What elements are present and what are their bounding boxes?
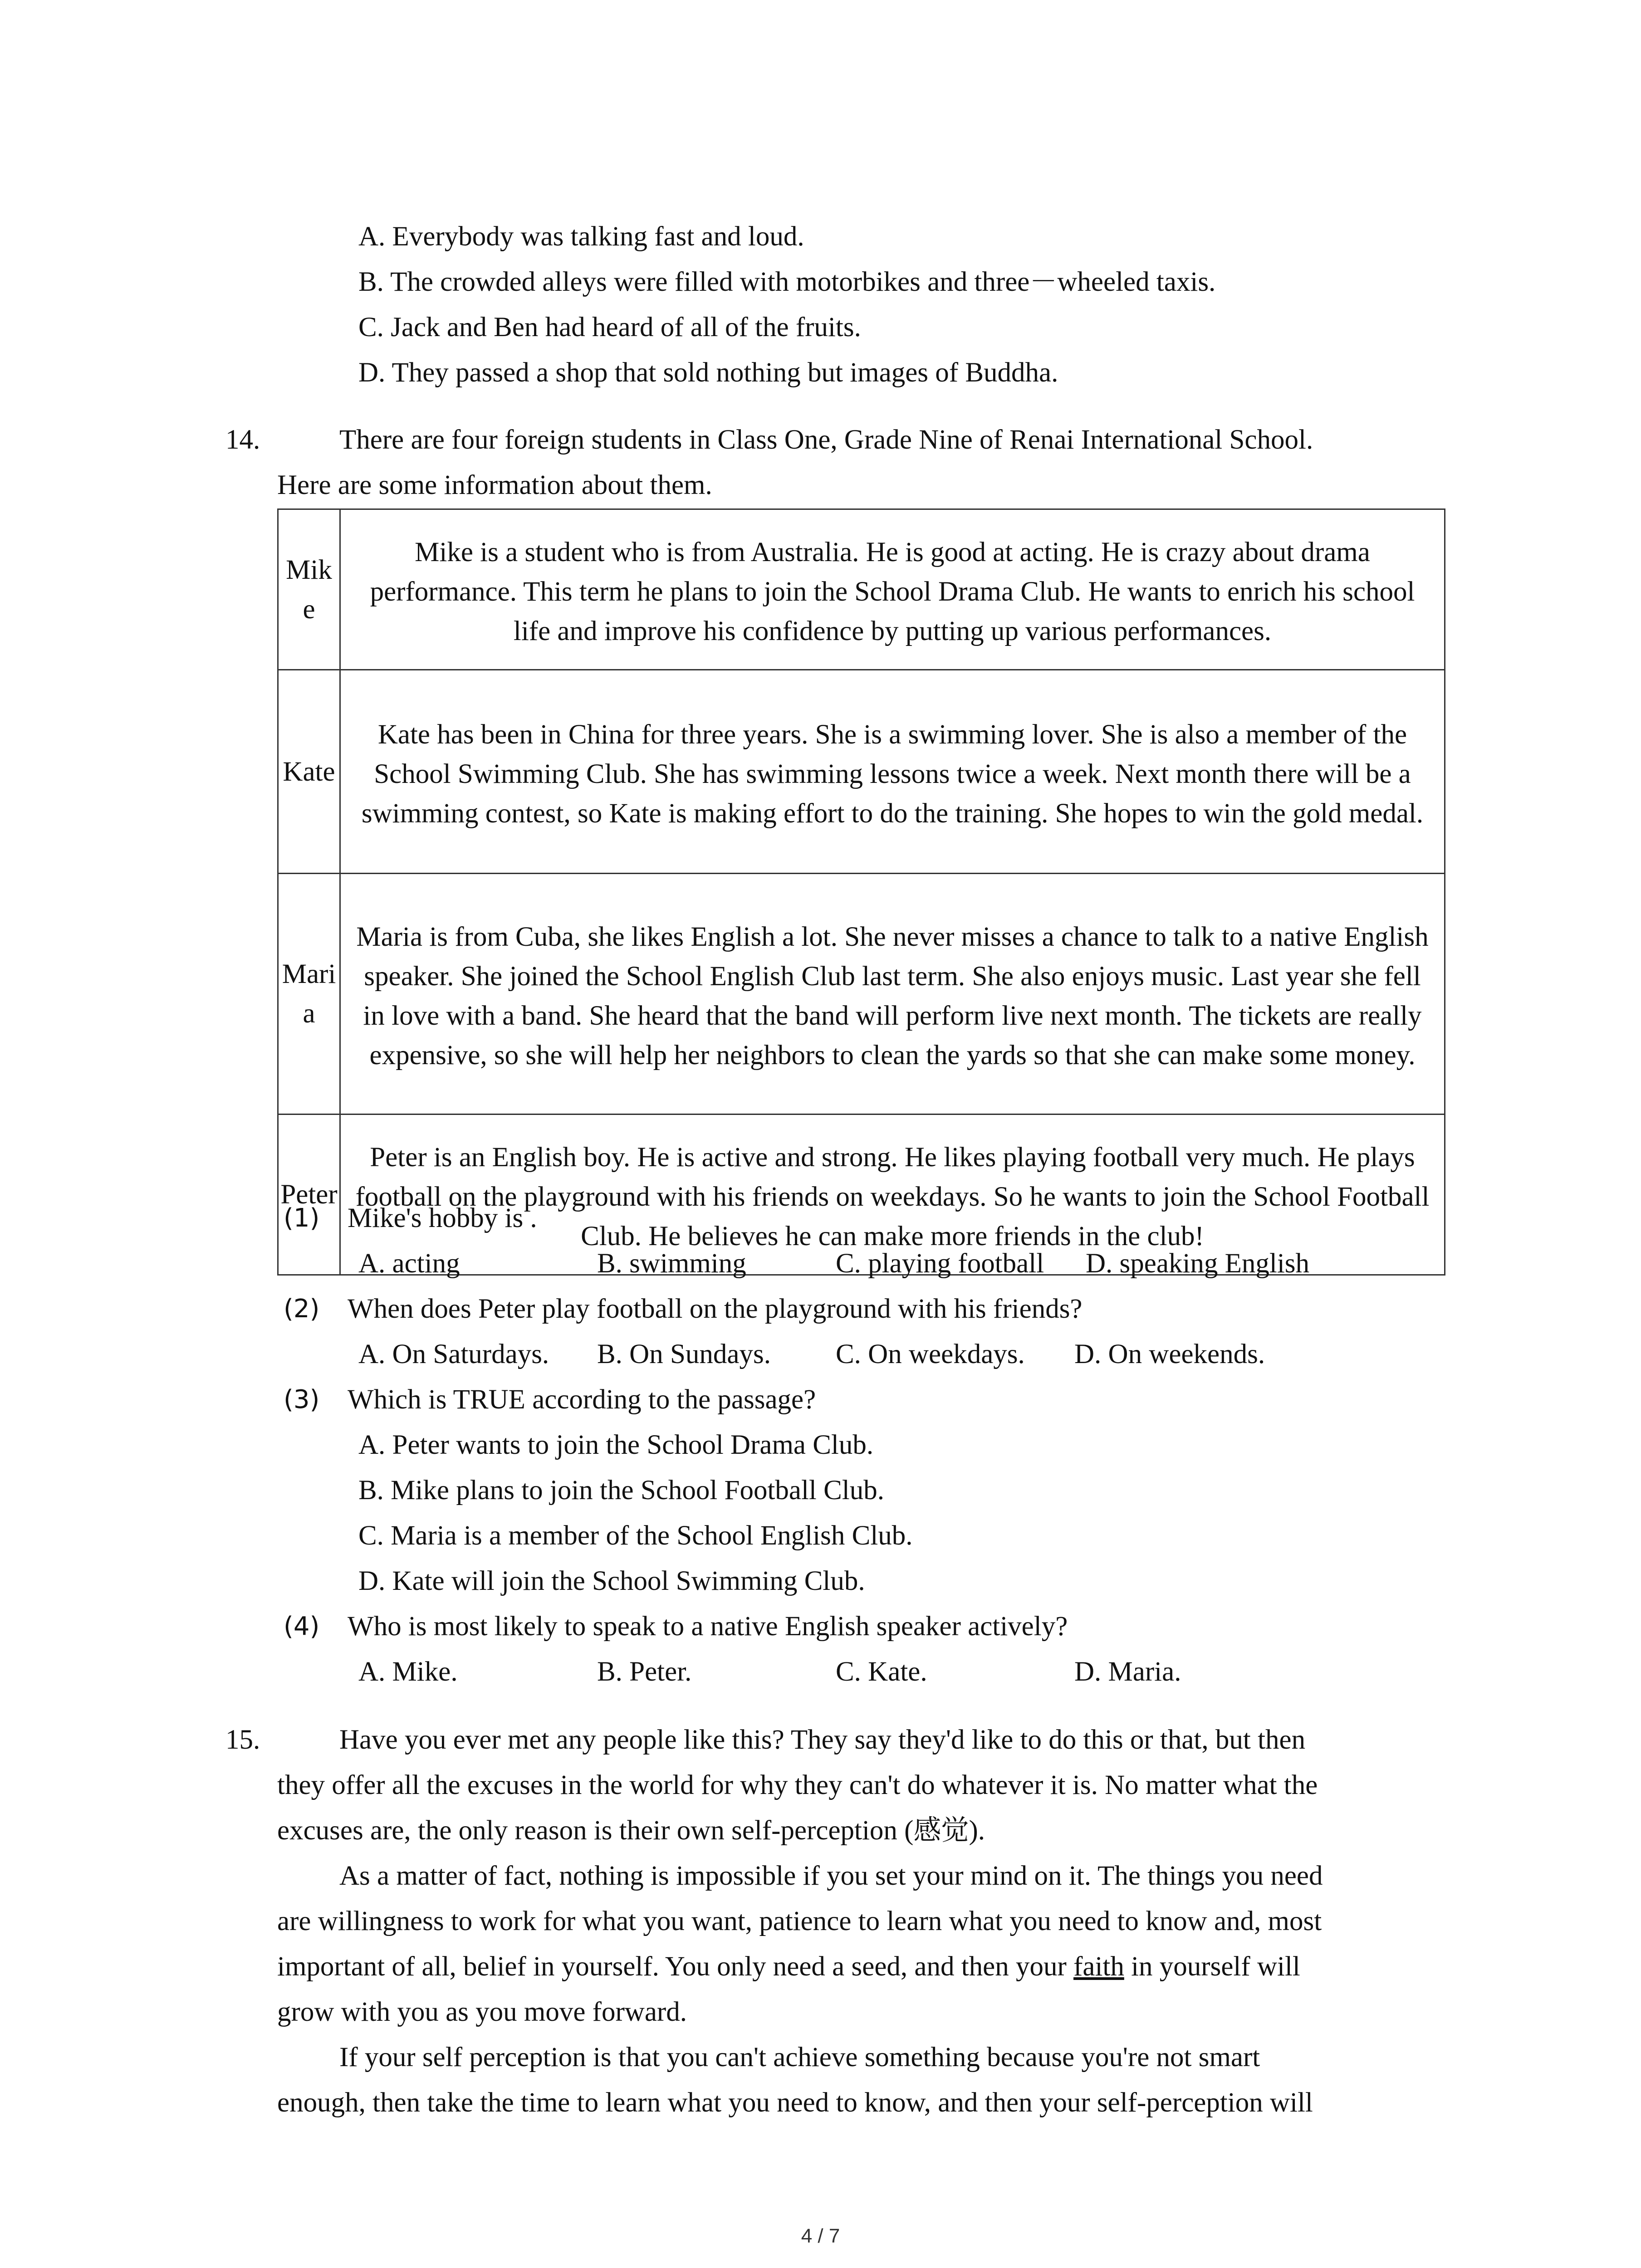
q14-intro-line2: Here are some information about them. (277, 470, 712, 500)
option-c: C. On weekdays. (836, 1339, 1025, 1369)
option-d: D. Kate will join the School Swimming Club. (358, 1566, 865, 1596)
q13-option-a: A. Everybody was talking fast and loud. (358, 221, 804, 252)
q15-number: 15. (225, 1725, 260, 1755)
option-a: A. acting (358, 1248, 460, 1279)
option-c: C. playing football (836, 1248, 1044, 1279)
page-number: 4 / 7 (801, 2225, 840, 2247)
q15-line: they offer all the excuses in the world for why they can't do whatever it is. No matter what the (277, 1770, 1318, 1800)
option-b: B. Mike plans to join the School Football Club. (358, 1475, 884, 1505)
option-a: A. Peter wants to join the School Drama Club. (358, 1430, 874, 1460)
option-d: D. On weekends. (1074, 1339, 1265, 1369)
underlined-word-faith: faith (1073, 1951, 1124, 1982)
student-name: Peter (278, 1114, 340, 1275)
q15-line-text: in yourself will (1124, 1951, 1300, 1982)
q15-line (277, 1949, 1300, 1985)
student-name: Maria (278, 874, 340, 1114)
student-description: Kate has been in China for three years. She is a swimming lover. She is also a member of the School Swimming Club. She has swimming lessons twice a week. Next month there will be a swimming contest, so Kate is making effort to do the training. She hopes to win the gold medal. (340, 670, 1445, 874)
q15-line: enough, then take the time to learn what you need to know, and then your self-perception will (277, 2087, 1313, 2118)
student-description: Maria is from Cuba, she likes English a lot. She never misses a chance to talk to a native English speaker. She joined the School English Club last term. She also enjoys music. Last year she fell in love with a band. She heard that the band will perform live next month. The tickets are really expensive, so she will help her neighbors to clean the yards so that she can make some money. (340, 874, 1445, 1114)
subquestion-text: Which is TRUE according to the passage? (348, 1384, 816, 1415)
subquestion-number: (2) (284, 1294, 320, 1324)
option-b: B. Peter. (597, 1657, 692, 1687)
subquestion-text: Mike's hobby is . (348, 1203, 537, 1233)
table-row (278, 874, 1445, 1114)
q15-line-text: important of all, belief in yourself. You only need a seed, and then your (277, 1951, 1067, 1982)
option-c: C. Maria is a member of the School English Club. (358, 1520, 913, 1551)
student-description: Mike is a student who is from Australia. He is good at acting. He is crazy about drama performance. This term he plans to join the School Drama Club. He wants to enrich his school life and improve his confidence by putting up various performances. (340, 509, 1445, 670)
option-c: C. Kate. (836, 1657, 927, 1687)
subquestion-number: (4) (284, 1612, 320, 1641)
q15-line: Have you ever met any people like this? They say they'd like to do this or that, but then (339, 1725, 1306, 1755)
student-description: Peter is an English boy. He is active and strong. He likes playing football very much. He plays football on the playground with his friends on weekdays. So he wants to join the School Football Club. He believes he can make more friends in the club! (340, 1114, 1445, 1275)
q13-option-d: D. They passed a shop that sold nothing but images of Buddha. (358, 357, 1058, 388)
option-d: D. Maria. (1074, 1657, 1181, 1687)
q15-line: grow with you as you move forward. (277, 1997, 687, 2027)
option-b: B. On Sundays. (597, 1339, 771, 1369)
q15-line: As a matter of fact, nothing is impossible if you set your mind on it. The things you need (339, 1861, 1323, 1891)
student-info-table (277, 508, 1445, 1276)
q14-number: 14. (225, 425, 260, 455)
q15-line: excuses are, the only reason is their own self-perception (感觉). (277, 1815, 985, 1846)
subquestion-text: Who is most likely to speak to a native English speaker actively? (348, 1611, 1068, 1642)
subquestion-number: (1) (284, 1203, 320, 1233)
q14-intro-line1: There are four foreign students in Class One, Grade Nine of Renai International School. (339, 425, 1313, 455)
option-b: B. swimming (597, 1248, 746, 1279)
option-a: A. Mike. (358, 1657, 458, 1687)
option-a: A. On Saturdays. (358, 1339, 549, 1369)
q15-line: are willingness to work for what you want, patience to learn what you need to know and, most (277, 1906, 1322, 1936)
table-row (278, 670, 1445, 874)
q13-option-c: C. Jack and Ben had heard of all of the fruits. (358, 312, 861, 342)
table-row (278, 509, 1445, 670)
subquestion-text: When does Peter play football on the playground with his friends? (348, 1294, 1083, 1324)
q15-line: If your self perception is that you can't achieve something because you're not smart (339, 2042, 1260, 2072)
subquestion-number: (3) (284, 1385, 320, 1414)
option-d: D. speaking English (1086, 1248, 1310, 1279)
student-name: Mike (278, 509, 340, 670)
q13-option-b: B. The crowded alleys were filled with motorbikes and three－wheeled taxis. (358, 267, 1216, 297)
student-name: Kate (278, 670, 340, 874)
